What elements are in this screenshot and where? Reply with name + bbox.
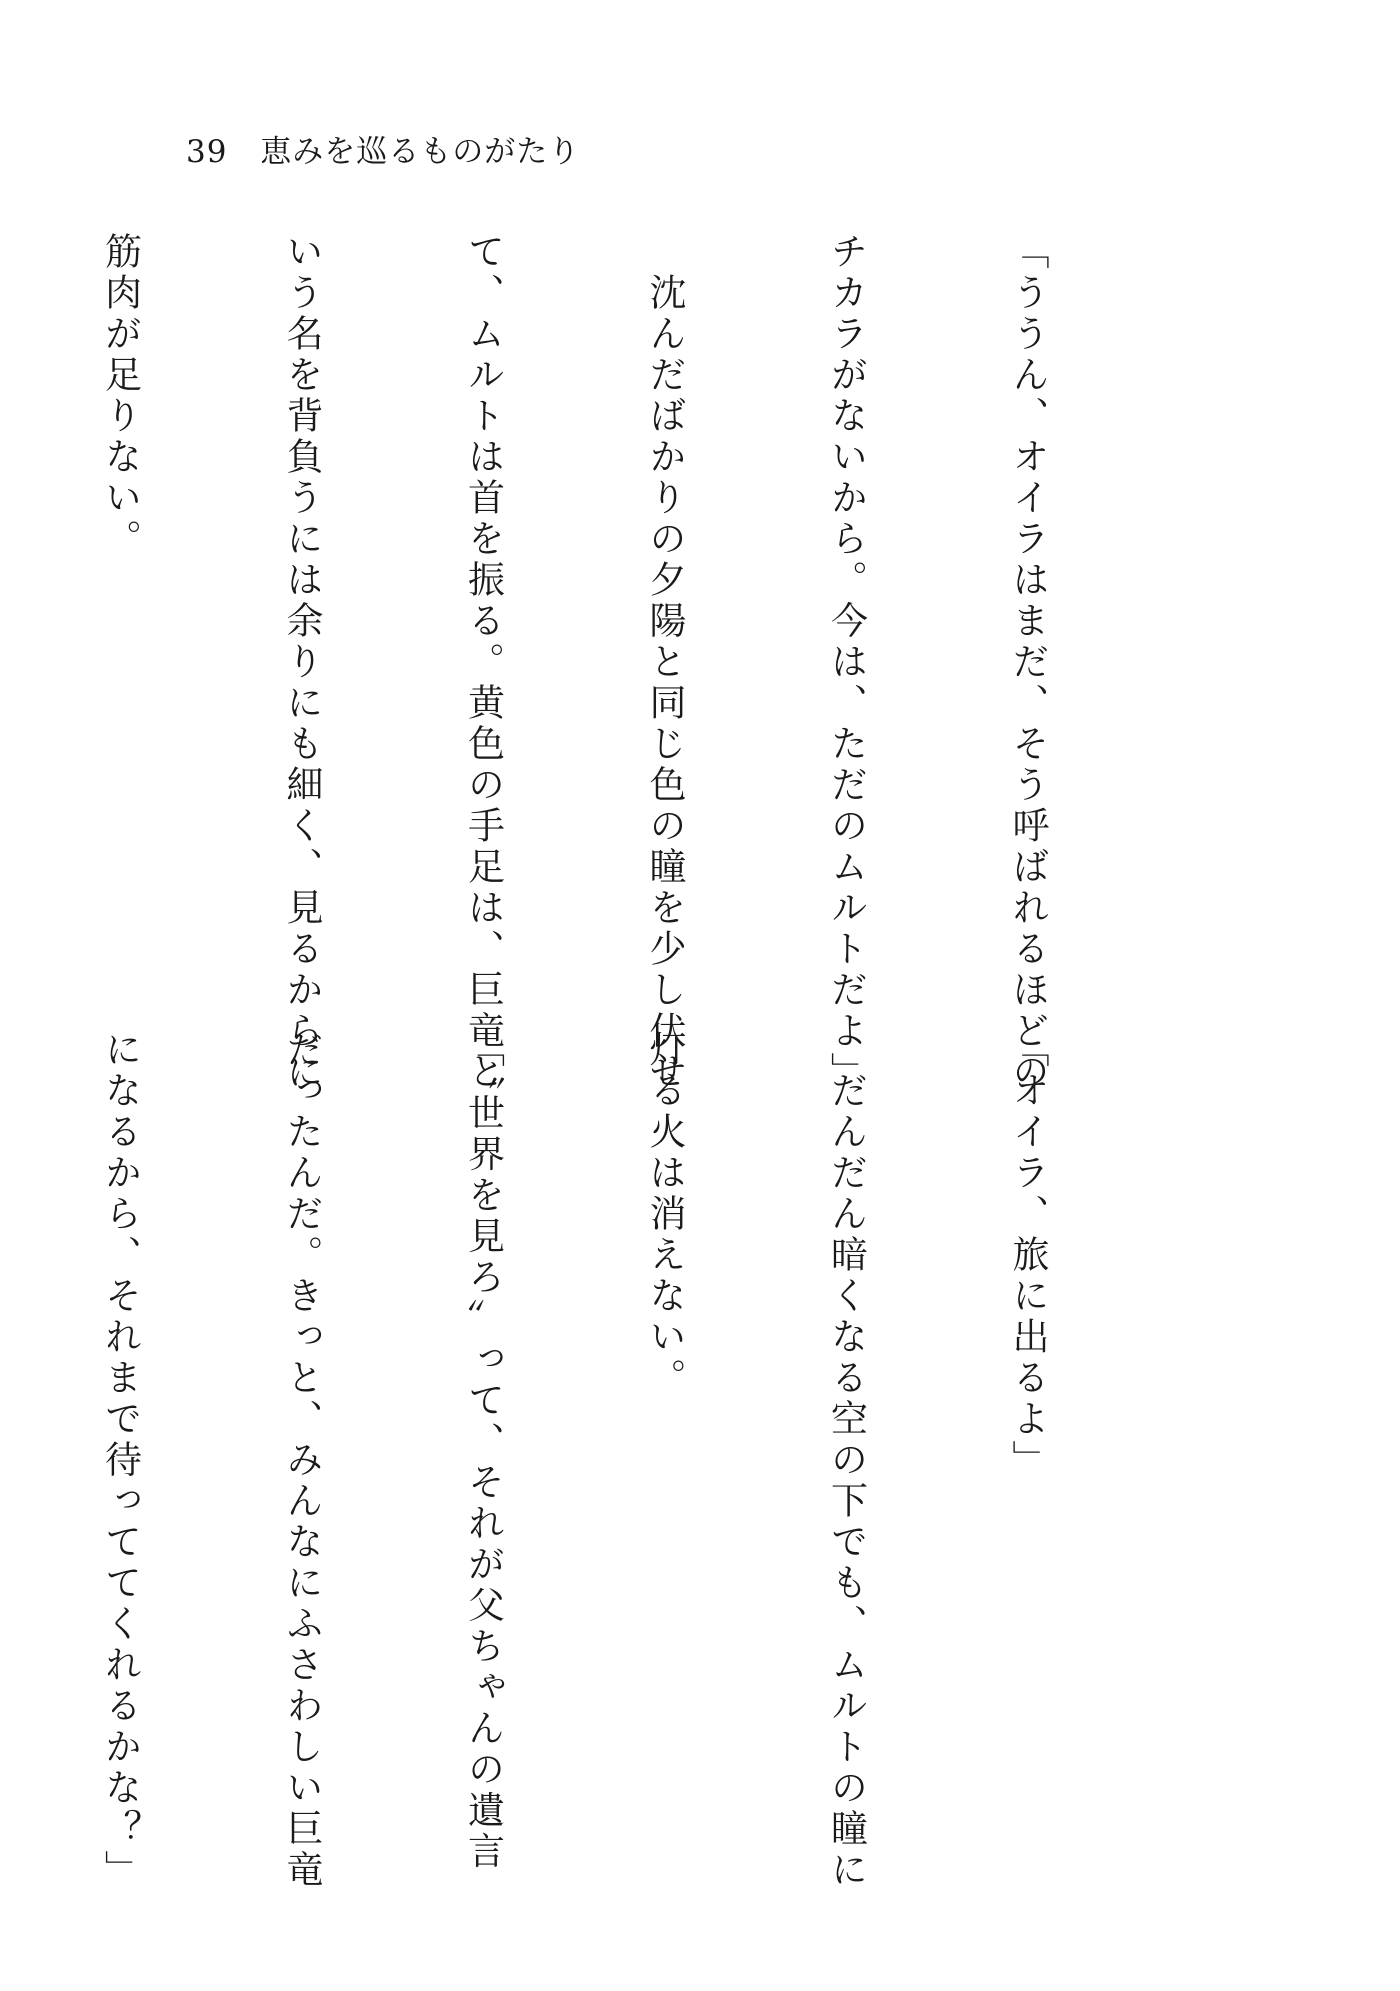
page-number: 39 xyxy=(186,134,228,170)
text-line: 「オイラ、旅に出るよ」 xyxy=(1006,1030,1049,1481)
text-line: 「ううん、オイラはまだ、そう呼ばれるほどの xyxy=(1006,232,1049,1093)
text-line: 筋肉が足りない。 xyxy=(98,232,142,560)
text-line: チカラがないから。今は、ただのムルトだよ」 xyxy=(824,232,868,1093)
text-block-upper xyxy=(0,232,1178,1093)
text-line: 「〝世界を見ろ〟って、それが父ちゃんの遺言 xyxy=(461,1030,505,1873)
text-line: だったんだ。きっと、みんなにふさわしい巨竜 xyxy=(280,1030,323,1891)
text-block-lower xyxy=(0,1030,1178,1891)
text-line: だんだん暗くなる空の下でも、ムルトの瞳に xyxy=(824,1030,868,1891)
running-header xyxy=(186,126,580,171)
text-line: になるから、それまで待っててくれるかな？」 xyxy=(98,1030,142,1891)
text-line: いう名を背負うには余りにも細く、見るからに xyxy=(280,232,323,1093)
text-line: て、ムルトは首を振る。黄色の手足は、巨竜と xyxy=(461,232,505,1093)
text-line: 灯る火は消えない。 xyxy=(643,1030,686,1399)
chapter-title: 恵みを巡るものがたり xyxy=(260,134,581,170)
text-line: 沈んだばかりの夕陽と同じ色の瞳を少し伏せ xyxy=(643,232,686,1093)
